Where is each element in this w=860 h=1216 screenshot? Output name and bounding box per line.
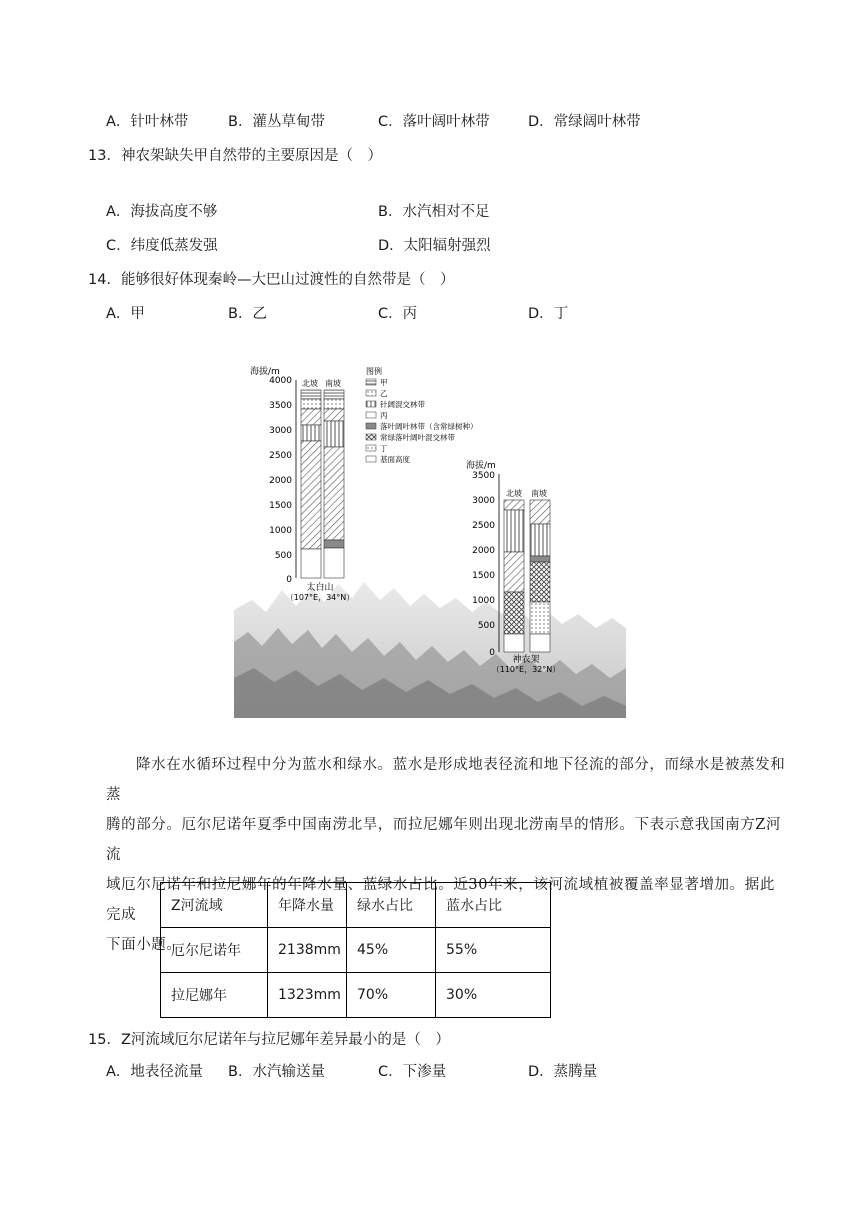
passage-line-3: 域厄尔尼诺年和拉尼娜年的年降水量、蓝绿水占比。近30年来，该河流域植被覆盖率显著增加。据此完成	[106, 877, 775, 923]
q13-option-b: B．水汽相对不足	[378, 204, 490, 220]
legend-item-deciduous: 落叶阔叶林带（含常绿树种）	[380, 422, 478, 431]
q13-option-c: C．纬度低蒸发强	[106, 238, 218, 254]
table-cell: 45%	[347, 928, 436, 973]
table-cell: 拉尼娜年	[161, 973, 268, 1018]
q15-option-a: A．地表径流量	[106, 1064, 203, 1080]
right-mountain-coord: （110°E，32°N）	[491, 665, 561, 674]
left-axis-ticks	[269, 376, 292, 585]
q13-stem: 13．神农架缺失甲自然带的主要原因是（ ）	[88, 148, 382, 164]
svg-text:0: 0	[286, 575, 292, 585]
table-row	[161, 973, 551, 1018]
table-row	[161, 928, 551, 973]
left-mountain-name: 太白山	[306, 583, 334, 593]
q13-option-a: A．海拔高度不够	[106, 204, 218, 220]
legend-title: 图例	[366, 367, 382, 376]
table-header-cell: 蓝水占比	[436, 883, 551, 928]
svg-text:500: 500	[477, 621, 495, 631]
legend-item-ding: 丁	[380, 444, 388, 453]
left-north-slope-label: 北坡	[302, 379, 318, 388]
table-cell: 55%	[436, 928, 551, 973]
svg-text:1500: 1500	[472, 571, 495, 581]
q14-option-d: D．丁	[528, 306, 569, 322]
legend-item-base: 基面高度	[380, 455, 410, 464]
shennongjia-south-column	[530, 500, 550, 652]
right-north-slope-label: 北坡	[506, 489, 522, 498]
q15-stem: 15．Z河流域厄尔尼诺年与拉尼娜年差异最小的是（ ）	[88, 1032, 450, 1048]
q12-option-b: B．灌丛草甸带	[228, 114, 325, 130]
svg-text:500: 500	[274, 551, 292, 561]
passage-line-4: 下面小题。	[106, 937, 182, 953]
passage-line-1: 降水在水循环过程中分为蓝水和绿水。蓝水是形成地表径流和地下径流的部分，而绿水是被蒸发和蒸	[106, 757, 786, 803]
mountain-illustration	[234, 582, 626, 718]
table-cell: 70%	[347, 973, 436, 1018]
table-header-cell: 年降水量	[268, 883, 347, 928]
precipitation-table	[160, 882, 551, 1018]
q12-option-a: A．针叶林带	[106, 114, 189, 130]
q15-option-c: C．下渗量	[378, 1064, 447, 1080]
svg-text:3000: 3000	[472, 496, 495, 506]
table-header-row	[161, 883, 551, 928]
svg-text:2500: 2500	[269, 451, 292, 461]
right-axis-title: 海拔/m	[466, 461, 496, 471]
q14-option-a: A．甲	[106, 306, 145, 322]
legend-item-jia: 甲	[380, 378, 388, 387]
taibai-chart	[250, 365, 354, 603]
table-header-cell: Z河流域	[161, 883, 268, 928]
svg-text:1500: 1500	[269, 501, 292, 511]
svg-text:2500: 2500	[472, 521, 495, 531]
svg-text:0: 0	[489, 648, 495, 658]
legend-item-bing: 丙	[380, 411, 388, 420]
svg-text:3000: 3000	[269, 426, 292, 436]
left-axis-title: 海拔/m	[250, 367, 280, 377]
q14-stem: 14．能够很好体现秦岭—大巴山过渡性的自然带是（ ）	[88, 272, 455, 288]
legend-item-yi: 乙	[380, 389, 388, 398]
svg-text:2000: 2000	[269, 476, 292, 486]
table-cell: 厄尔尼诺年	[161, 928, 268, 973]
q12-option-c: C．落叶阔叶林带	[378, 114, 490, 130]
right-mountain-name: 神农架	[512, 655, 540, 665]
legend-item-mixed-forest: 针阔混交林带	[380, 400, 425, 409]
q14-option-b: B．乙	[228, 306, 267, 322]
table-header-cell: 绿水占比	[347, 883, 436, 928]
legend	[366, 366, 478, 464]
natural-zone-figure	[234, 362, 626, 718]
legend-item-evergreen-mixed: 常绿落叶阔叶混交林带	[380, 433, 455, 442]
taibai-north-column	[301, 390, 321, 578]
svg-text:3500: 3500	[472, 471, 495, 481]
svg-text:1000: 1000	[472, 596, 495, 606]
svg-text:4000: 4000	[269, 376, 292, 386]
left-south-slope-label: 南坡	[325, 379, 341, 388]
svg-text:2000: 2000	[472, 546, 495, 556]
table-cell: 30%	[436, 973, 551, 1018]
svg-text:1000: 1000	[269, 526, 292, 536]
table-cell: 1323mm	[268, 973, 347, 1018]
shennongjia-north-column	[504, 500, 524, 652]
right-south-slope-label: 南坡	[531, 489, 547, 498]
q14-option-c: C．丙	[378, 306, 418, 322]
q15-option-b: B．水汽输送量	[228, 1064, 325, 1080]
taibai-south-column	[324, 390, 344, 578]
left-mountain-coord: （107°E，34°N）	[285, 593, 355, 602]
passage-line-2: 腾的部分。厄尔尼诺年夏季中国南涝北旱，而拉尼娜年则出现北涝南旱的情形。下表示意我国南方Z河流	[106, 817, 782, 863]
table-cell: 2138mm	[268, 928, 347, 973]
svg-text:3500: 3500	[269, 401, 292, 411]
q13-option-d: D．太阳辐射强烈	[378, 238, 491, 254]
q12-option-d: D．常绿阔叶林带	[528, 114, 641, 130]
q15-option-d: D．蒸腾量	[528, 1064, 598, 1080]
